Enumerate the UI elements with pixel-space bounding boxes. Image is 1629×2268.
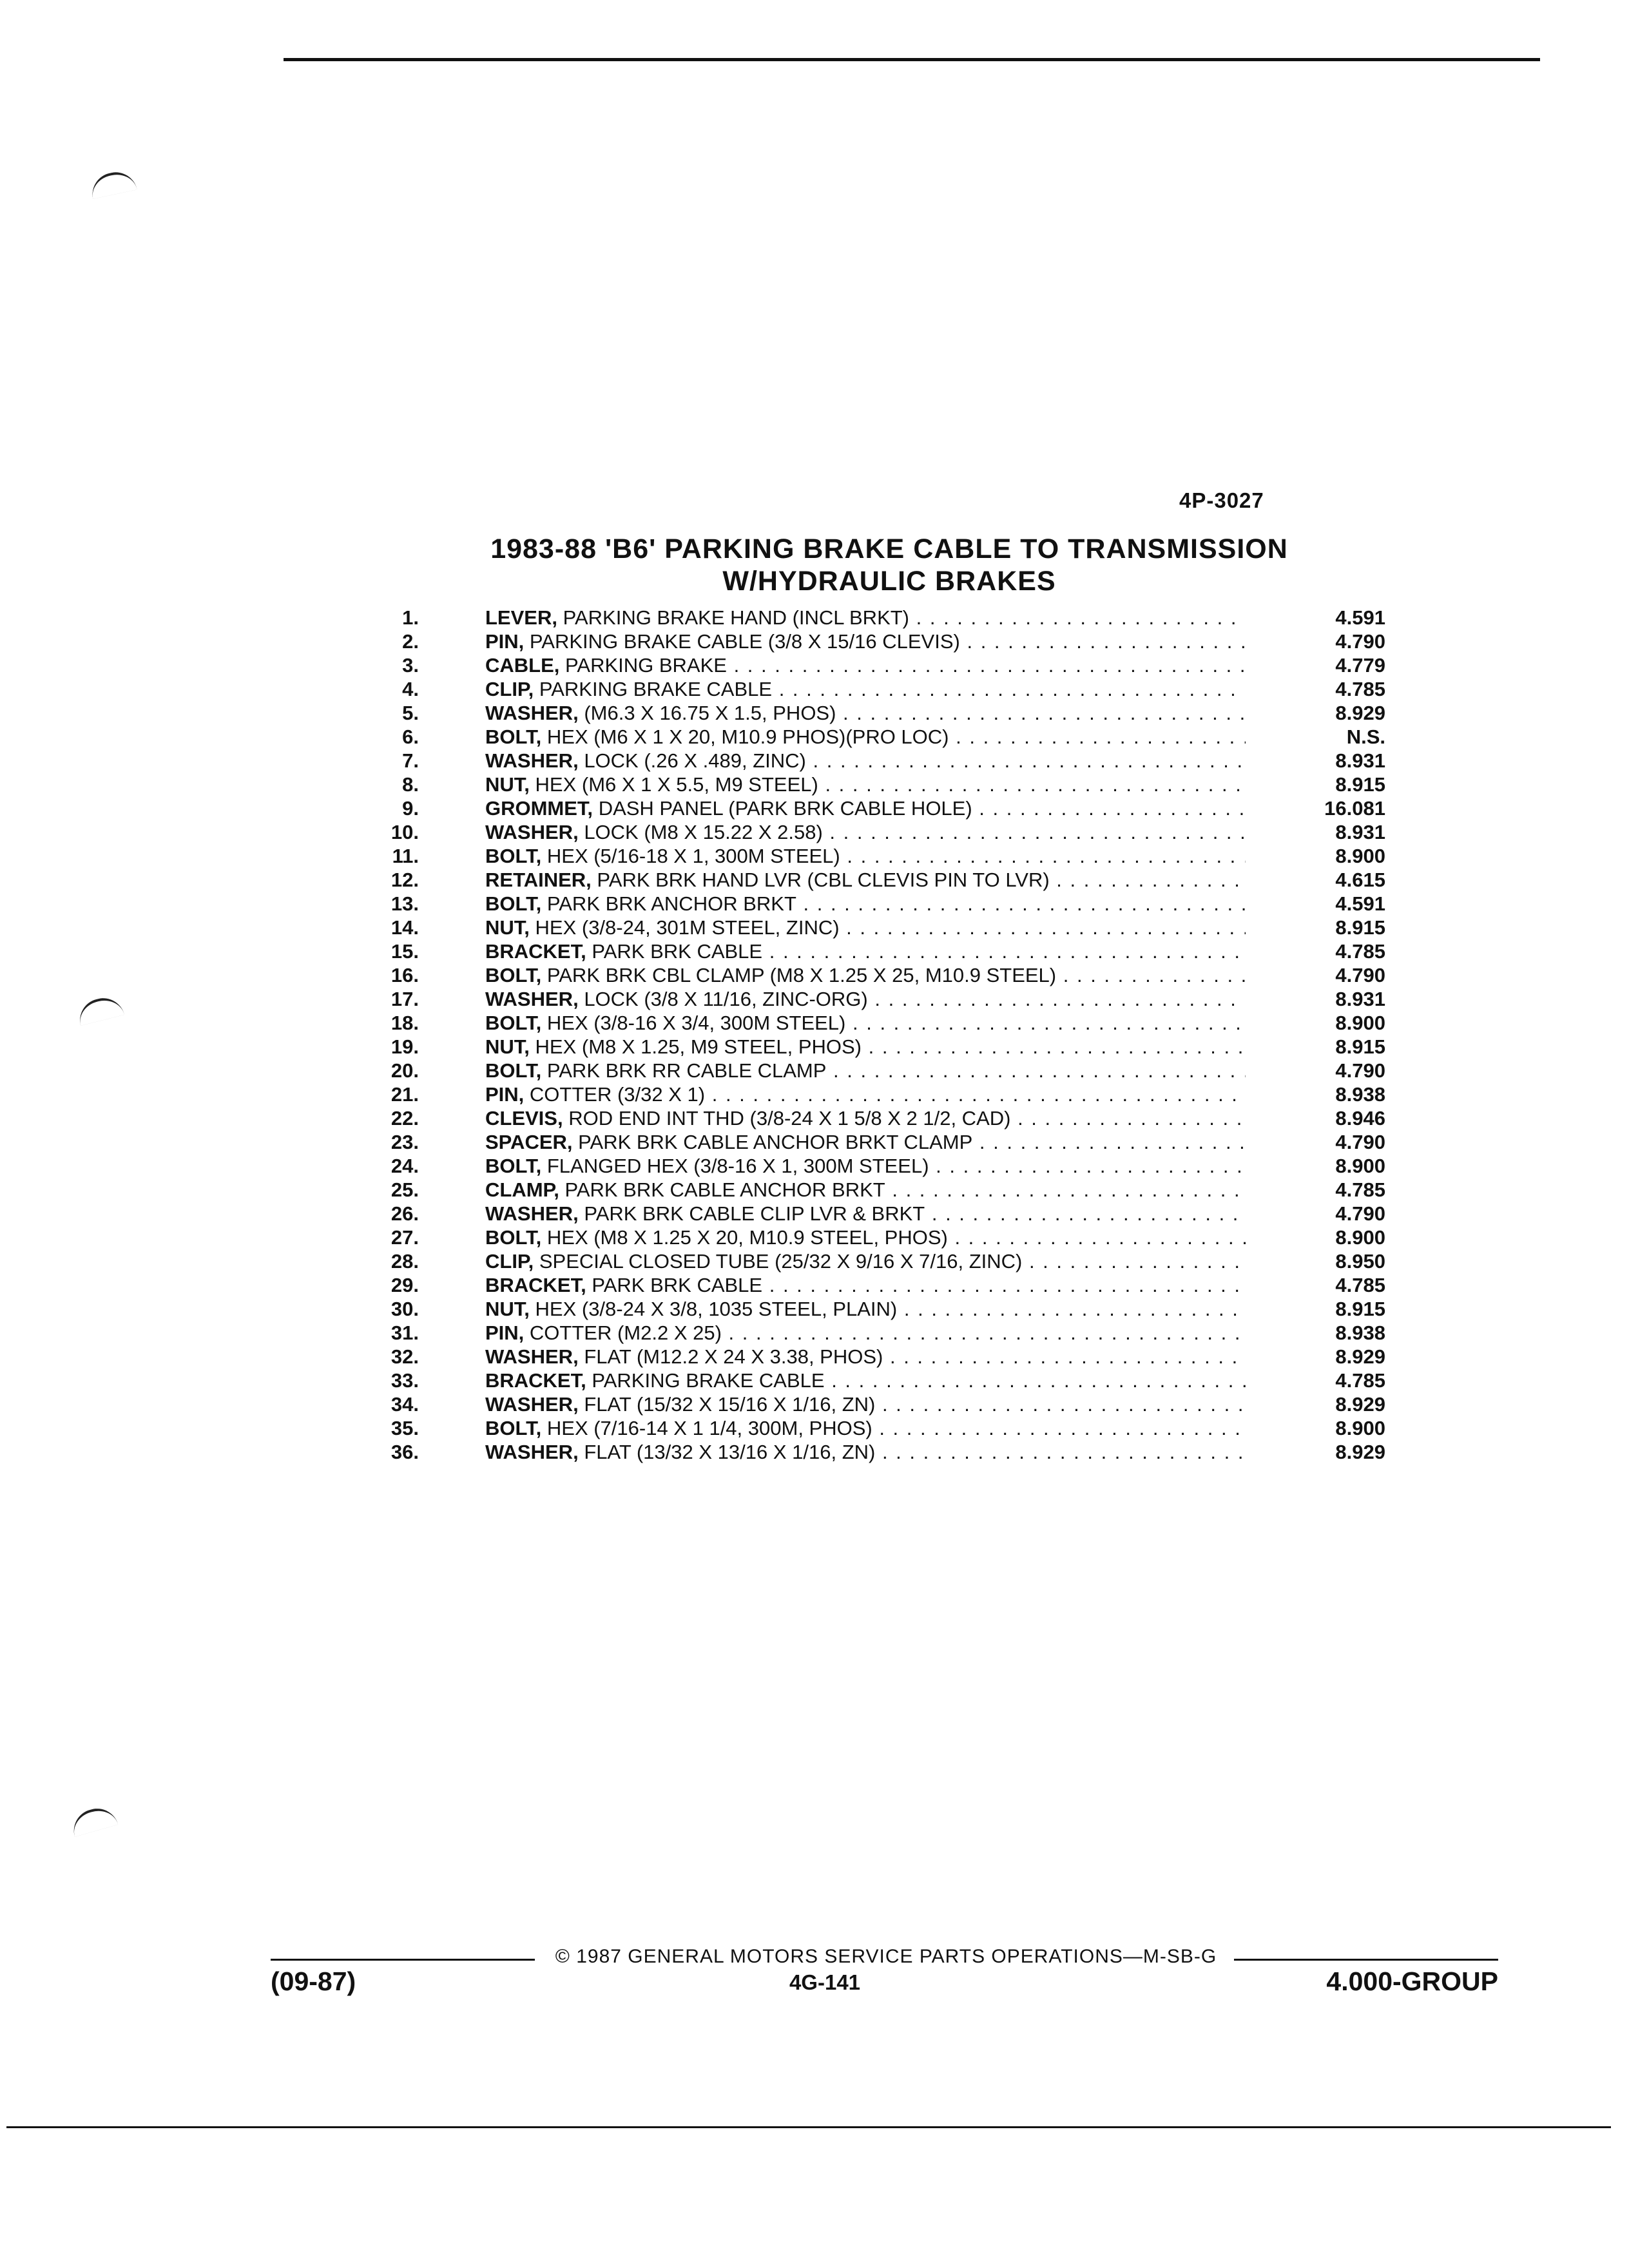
part-row (361, 868, 1398, 892)
part-detail: COTTER (M2.2 X 25) (529, 1321, 722, 1344)
part-number: 21. (390, 1083, 419, 1106)
part-name: WASHER, (485, 988, 579, 1010)
part-name: BOLT, (485, 726, 542, 748)
part-description (485, 773, 1246, 796)
page-title: 1983-88 'B6' PARKING BRAKE CABLE TO TRANSMISSION (490, 533, 1288, 564)
part-detail: PARK BRK HAND LVR (CBL CLEVIS PIN TO LVR) (597, 869, 1050, 891)
part-name: CABLE, (485, 654, 560, 677)
part-row (361, 1321, 1398, 1345)
part-number: 30. (390, 1298, 419, 1320)
part-name: PIN, (485, 1083, 525, 1106)
part-row (361, 939, 1398, 963)
part-row (361, 606, 1398, 629)
part-row (361, 1392, 1398, 1416)
part-row (361, 1225, 1398, 1249)
part-name: BOLT, (485, 964, 542, 986)
part-detail: HEX (M6 X 1 X 5.5, M9 STEEL) (535, 773, 818, 796)
part-detail: PARK BRK CBL CLAMP (M8 X 1.25 X 25, M10.9 STEEL) (546, 964, 1057, 986)
part-description (485, 892, 1246, 916)
part-name: PIN, (485, 1321, 525, 1344)
part-row (361, 629, 1398, 653)
part-row (361, 820, 1398, 844)
part-row (361, 1011, 1398, 1035)
part-description (485, 677, 1246, 701)
part-description (485, 1011, 1246, 1035)
part-name: BOLT, (485, 1417, 542, 1439)
group-reference: 8.929 (1276, 1392, 1385, 1416)
page-number: 4G-141 (789, 1970, 861, 1994)
part-row (361, 1178, 1398, 1202)
part-row (361, 1297, 1398, 1321)
group-reference: 8.915 (1276, 1297, 1385, 1321)
group-reference: 4.785 (1276, 1273, 1385, 1297)
part-description (485, 1416, 1246, 1440)
part-description (485, 1035, 1246, 1059)
group-reference: 4.615 (1276, 868, 1385, 892)
page-code: 4P-3027 (1179, 488, 1264, 512)
part-detail: HEX (M6 X 1 X 20, M10.9 PHOS)(PRO LOC) (546, 726, 949, 748)
part-name: WASHER, (485, 1202, 579, 1225)
part-number: 35. (390, 1417, 419, 1439)
part-name: BRACKET, (485, 1369, 586, 1392)
part-row (361, 1154, 1398, 1178)
part-description (485, 1130, 1246, 1154)
part-detail: HEX (3/8-24 X 3/8, 1035 STEEL, PLAIN) (535, 1298, 898, 1320)
part-name: BOLT, (485, 1226, 542, 1249)
part-detail: LOCK (.26 X .489, ZINC) (584, 749, 806, 772)
group-reference: 4.790 (1276, 1059, 1385, 1082)
top-rule (284, 58, 1540, 61)
part-row (361, 1106, 1398, 1130)
part-description (485, 1059, 1246, 1082)
part-row (361, 892, 1398, 916)
part-name: CLEVIS, (485, 1107, 563, 1129)
group-reference: 8.931 (1276, 820, 1385, 844)
part-detail: ROD END INT THD (3/8-24 X 1 5/8 X 2 1/2, CAD) (568, 1107, 1011, 1129)
footer-rule (1234, 1959, 1498, 1961)
part-description (485, 1249, 1246, 1273)
group-reference: 8.929 (1276, 1440, 1385, 1464)
part-description (485, 796, 1246, 820)
part-name: CLAMP, (485, 1178, 559, 1201)
group-reference: 4.785 (1276, 1369, 1385, 1392)
part-row (361, 844, 1398, 868)
group-reference: 4.779 (1276, 653, 1385, 677)
part-row (361, 653, 1398, 677)
part-name: RETAINER, (485, 869, 592, 891)
part-number: 20. (390, 1059, 419, 1082)
group-reference: 8.900 (1276, 1011, 1385, 1035)
revision-date: (09-87) (271, 1966, 356, 1996)
part-description (485, 916, 1246, 939)
part-detail: PARKING BRAKE (565, 654, 727, 677)
part-row (361, 677, 1398, 701)
part-number: 11. (392, 845, 419, 867)
part-number: 34. (390, 1393, 419, 1416)
group-reference: N.S. (1276, 725, 1385, 749)
part-number: 19. (390, 1035, 419, 1058)
part-number: 8. (402, 773, 419, 796)
group-reference: 8.915 (1276, 1035, 1385, 1059)
part-number: 17. (390, 988, 419, 1010)
part-number: 1. (402, 606, 419, 629)
part-number: 31. (390, 1321, 419, 1344)
part-description (485, 987, 1246, 1011)
part-number: 32. (390, 1345, 419, 1368)
part-detail: FLANGED HEX (3/8-16 X 1, 300M STEEL) (546, 1155, 929, 1177)
part-row (361, 701, 1398, 725)
part-number: 10. (390, 821, 419, 843)
part-row (361, 773, 1398, 796)
part-row (361, 1059, 1398, 1082)
part-name: CLIP, (485, 678, 534, 700)
part-name: BOLT, (485, 845, 542, 867)
part-description (485, 1154, 1246, 1178)
part-detail: FLAT (15/32 X 15/16 X 1/16, ZN) (584, 1393, 876, 1416)
part-detail: (M6.3 X 16.75 X 1.5, PHOS) (584, 702, 836, 724)
part-detail: PARK BRK CABLE (592, 1274, 763, 1296)
part-description (485, 1345, 1246, 1369)
part-detail: PARKING BRAKE HAND (INCL BRKT) (563, 606, 910, 629)
part-description (485, 653, 1246, 677)
part-row (361, 1416, 1398, 1440)
part-detail: PARK BRK CABLE ANCHOR BRKT (564, 1178, 885, 1201)
part-number: 33. (390, 1369, 419, 1392)
footer-rule (271, 1959, 535, 1961)
part-number: 13. (390, 892, 419, 915)
part-row (361, 963, 1398, 987)
part-description (485, 868, 1246, 892)
part-detail: PARK BRK RR CABLE CLAMP (546, 1059, 827, 1082)
binder-hole-mark (88, 168, 137, 199)
part-description (485, 749, 1246, 773)
part-number: 4. (402, 678, 419, 700)
group-reference: 4.790 (1276, 1130, 1385, 1154)
part-name: BOLT, (485, 892, 542, 915)
part-number: 9. (402, 797, 419, 820)
part-name: BOLT, (485, 1012, 542, 1034)
group-reference: 8.950 (1276, 1249, 1385, 1273)
binder-hole-mark (75, 994, 124, 1026)
part-description (485, 606, 1246, 629)
group-reference: 8.938 (1276, 1321, 1385, 1345)
part-number: 12. (390, 869, 419, 891)
part-row (361, 749, 1398, 773)
group-reference: 8.931 (1276, 987, 1385, 1011)
part-number: 22. (390, 1107, 419, 1129)
group-reference: 8.900 (1276, 1225, 1385, 1249)
part-number: 24. (390, 1155, 419, 1177)
part-row (361, 796, 1398, 820)
group-reference: 4.591 (1276, 606, 1385, 629)
part-detail: HEX (7/16-14 X 1 1/4, 300M, PHOS) (546, 1417, 872, 1439)
group-reference: 4.785 (1276, 939, 1385, 963)
part-number: 14. (390, 916, 419, 939)
group-reference: 8.938 (1276, 1082, 1385, 1106)
part-row (361, 1273, 1398, 1297)
part-row (361, 987, 1398, 1011)
part-description (485, 1202, 1246, 1225)
part-name: NUT, (485, 916, 530, 939)
part-number: 15. (390, 940, 419, 963)
part-name: BRACKET, (485, 940, 586, 963)
group-reference: 8.931 (1276, 749, 1385, 773)
part-name: BOLT, (485, 1059, 542, 1082)
part-name: CLIP, (485, 1250, 534, 1273)
group-reference: 4.790 (1276, 963, 1385, 987)
part-number: 7. (402, 749, 419, 772)
part-description (485, 1321, 1246, 1345)
part-detail: PARKING BRAKE CABLE (539, 678, 773, 700)
part-row (361, 1035, 1398, 1059)
part-detail: LOCK (3/8 X 11/16, ZINC-ORG) (584, 988, 868, 1010)
part-name: WASHER, (485, 1345, 579, 1368)
part-detail: PARK BRK CABLE (592, 940, 763, 963)
part-detail: SPECIAL CLOSED TUBE (25/32 X 9/16 X 7/16, ZINC) (539, 1250, 1023, 1273)
part-detail: FLAT (M12.2 X 24 X 3.38, PHOS) (584, 1345, 883, 1368)
part-row (361, 1202, 1398, 1225)
copyright-notice: © 1987 GENERAL MOTORS SERVICE PARTS OPERATIONS—M-SB-G (555, 1946, 1217, 1967)
group-reference: 8.900 (1276, 1416, 1385, 1440)
part-number: 26. (390, 1202, 419, 1225)
part-name: GROMMET, (485, 797, 593, 820)
part-name: WASHER, (485, 821, 579, 843)
group-reference: 8.915 (1276, 916, 1385, 939)
part-number: 16. (390, 964, 419, 986)
part-number: 3. (402, 654, 419, 677)
part-row (361, 725, 1398, 749)
part-detail: HEX (3/8-16 X 3/4, 300M STEEL) (546, 1012, 846, 1034)
part-name: WASHER, (485, 749, 579, 772)
part-number: 36. (390, 1441, 419, 1463)
part-name: PIN, (485, 630, 525, 653)
part-row (361, 916, 1398, 939)
group-reference: 4.591 (1276, 892, 1385, 916)
part-number: 25. (390, 1178, 419, 1201)
group-reference: 8.915 (1276, 773, 1385, 796)
group-reference: 4.785 (1276, 677, 1385, 701)
part-name: WASHER, (485, 1393, 579, 1416)
part-row (361, 1440, 1398, 1464)
part-name: SPACER, (485, 1131, 573, 1153)
part-description (485, 1297, 1246, 1321)
part-detail: PARKING BRAKE CABLE (3/8 X 15/16 CLEVIS) (529, 630, 960, 653)
part-description (485, 1392, 1246, 1416)
part-name: LEVER, (485, 606, 557, 629)
part-detail: PARKING BRAKE CABLE (592, 1369, 825, 1392)
part-description (485, 1440, 1246, 1464)
part-description (485, 963, 1246, 987)
binder-hole-mark (69, 1803, 119, 1837)
part-number: 2. (402, 630, 419, 653)
part-detail: DASH PANEL (PARK BRK CABLE HOLE) (598, 797, 972, 820)
parts-list (361, 606, 1398, 1464)
group-reference: 16.081 (1276, 796, 1385, 820)
part-description (485, 1273, 1246, 1297)
group-reference: 4.790 (1276, 629, 1385, 653)
group-reference: 4.785 (1276, 1178, 1385, 1202)
group-reference: 8.900 (1276, 1154, 1385, 1178)
part-number: 23. (390, 1131, 419, 1153)
part-name: BRACKET, (485, 1274, 586, 1296)
part-name: NUT, (485, 1298, 530, 1320)
part-number: 18. (390, 1012, 419, 1034)
part-description (485, 629, 1246, 653)
part-detail: HEX (M8 X 1.25 X 20, M10.9 STEEL, PHOS) (546, 1226, 948, 1249)
part-row (361, 1130, 1398, 1154)
part-number: 28. (390, 1250, 419, 1273)
part-description (485, 1225, 1246, 1249)
part-description (485, 820, 1246, 844)
part-description (485, 1082, 1246, 1106)
part-row (361, 1345, 1398, 1369)
group-number: 4.000-GROUP (1326, 1966, 1498, 1996)
group-reference: 8.900 (1276, 844, 1385, 868)
part-row (361, 1369, 1398, 1392)
part-description (485, 1106, 1246, 1130)
bottom-rule (6, 2126, 1611, 2128)
part-detail: PARK BRK CABLE CLIP LVR & BRKT (584, 1202, 925, 1225)
group-reference: 4.790 (1276, 1202, 1385, 1225)
part-detail: HEX (3/8-24, 301M STEEL, ZINC) (535, 916, 840, 939)
part-detail: PARK BRK ANCHOR BRKT (546, 892, 796, 915)
part-number: 6. (402, 726, 419, 748)
part-number: 5. (402, 702, 419, 724)
part-name: NUT, (485, 1035, 530, 1058)
part-detail: HEX (5/16-18 X 1, 300M STEEL) (546, 845, 840, 867)
part-number: 29. (390, 1274, 419, 1296)
part-detail: HEX (M8 X 1.25, M9 STEEL, PHOS) (535, 1035, 862, 1058)
part-detail: PARK BRK CABLE ANCHOR BRKT CLAMP (578, 1131, 973, 1153)
group-reference: 8.929 (1276, 701, 1385, 725)
part-name: BOLT, (485, 1155, 542, 1177)
part-detail: FLAT (13/32 X 13/16 X 1/16, ZN) (584, 1441, 876, 1463)
part-description (485, 1178, 1246, 1202)
part-description (485, 844, 1246, 868)
page-subtitle: W/HYDRAULIC BRAKES (722, 566, 1056, 597)
part-description (485, 701, 1246, 725)
part-row (361, 1249, 1398, 1273)
part-number: 27. (390, 1226, 419, 1249)
part-row (361, 1082, 1398, 1106)
group-reference: 8.929 (1276, 1345, 1385, 1369)
part-detail: COTTER (3/32 X 1) (529, 1083, 706, 1106)
part-name: NUT, (485, 773, 530, 796)
part-name: WASHER, (485, 702, 579, 724)
group-reference: 8.946 (1276, 1106, 1385, 1130)
part-detail: LOCK (M8 X 15.22 X 2.58) (584, 821, 823, 843)
part-description (485, 725, 1246, 749)
part-description (485, 1369, 1246, 1392)
part-description (485, 939, 1246, 963)
part-name: WASHER, (485, 1441, 579, 1463)
